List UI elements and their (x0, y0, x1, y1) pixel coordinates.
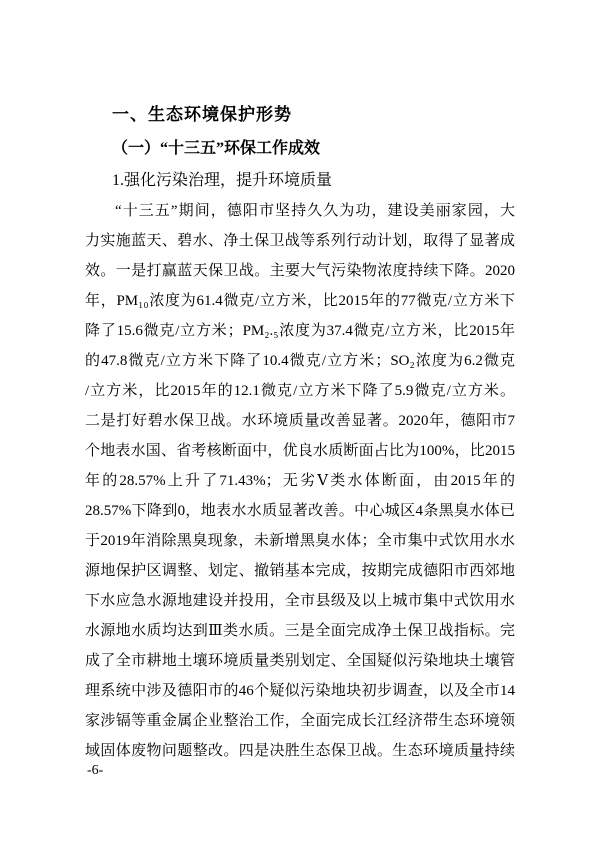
body-line: 水源地水质均达到Ⅲ类水质。三是全面完成净土保卫战指标。完 (85, 623, 515, 639)
body-line: 家涉镉等重金属企业整治工作，全面完成长江经济带生态环境领 (85, 713, 515, 729)
body-paragraph (85, 196, 515, 766)
subsection-heading: （一）“十三五”环保工作成效 (112, 140, 321, 157)
body-line: 年，PM₁₀浓度为61.4微克/立方米，比2015年的77微克/立方米下 (85, 293, 515, 309)
body-line: 的47.8微克/立方米下降了10.4微克/立方米；SO₂浓度为6.2微克 (85, 353, 515, 369)
body-line: 成了全市耕地土壤环境质量类别划定、全国疑似污染地块土壤管 (85, 653, 515, 669)
body-line: 28.57%下降到0，地表水水质显著改善。中心城区4条黑臭水体已 (85, 503, 515, 519)
body-line: 效。一是打赢蓝天保卫战。主要大气污染物浓度持续下降。2020 (85, 263, 515, 279)
body-line: “十三五”期间，德阳市坚持久久为功，建设美丽家园，大 (115, 203, 515, 219)
body-line: 域固体废物问题整改。四是决胜生态保卫战。生态环境质量持续 (85, 743, 515, 759)
page-number: -6- (87, 763, 104, 778)
body-line: 个地表水国、省考核断面中，优良水质断面占比为100%，比2015 (85, 443, 515, 459)
body-line: 下水应急水源地建设并投用，全市县级及以上城市集中式饮用水 (85, 593, 515, 609)
body-line: /立方米，比2015年的12.1微克/立方米下降了5.9微克/立方米。 (85, 383, 515, 399)
body-line: 年的28.57%上升了71.43%；无劣Ⅴ类水体断面，由2015年的 (85, 473, 515, 489)
body-line: 降了15.6微克/立方米；PM₂.₅浓度为37.4微克/立方米，比2015年 (85, 323, 515, 339)
body-line: 源地保护区调整、划定、撤销基本完成，按期完成德阳市西郊地 (85, 563, 515, 579)
body-line: 力实施蓝天、碧水、净土保卫战等系列行动计划，取得了显著成 (85, 233, 515, 249)
point-heading: 1.强化污染治理，提升环境质量 (112, 172, 333, 189)
section-heading: 一、生态环境保护形势 (112, 105, 292, 124)
document-content (85, 100, 515, 766)
body-line: 于2019年消除黑臭现象，未新增黑臭水体；全市集中式饮用水水 (85, 533, 515, 549)
body-line: 二是打好碧水保卫战。水环境质量改善显著。2020年，德阳市7 (85, 413, 515, 429)
body-line: 理系统中涉及德阳市的46个疑似污染地块初步调查，以及全市14 (85, 683, 515, 699)
